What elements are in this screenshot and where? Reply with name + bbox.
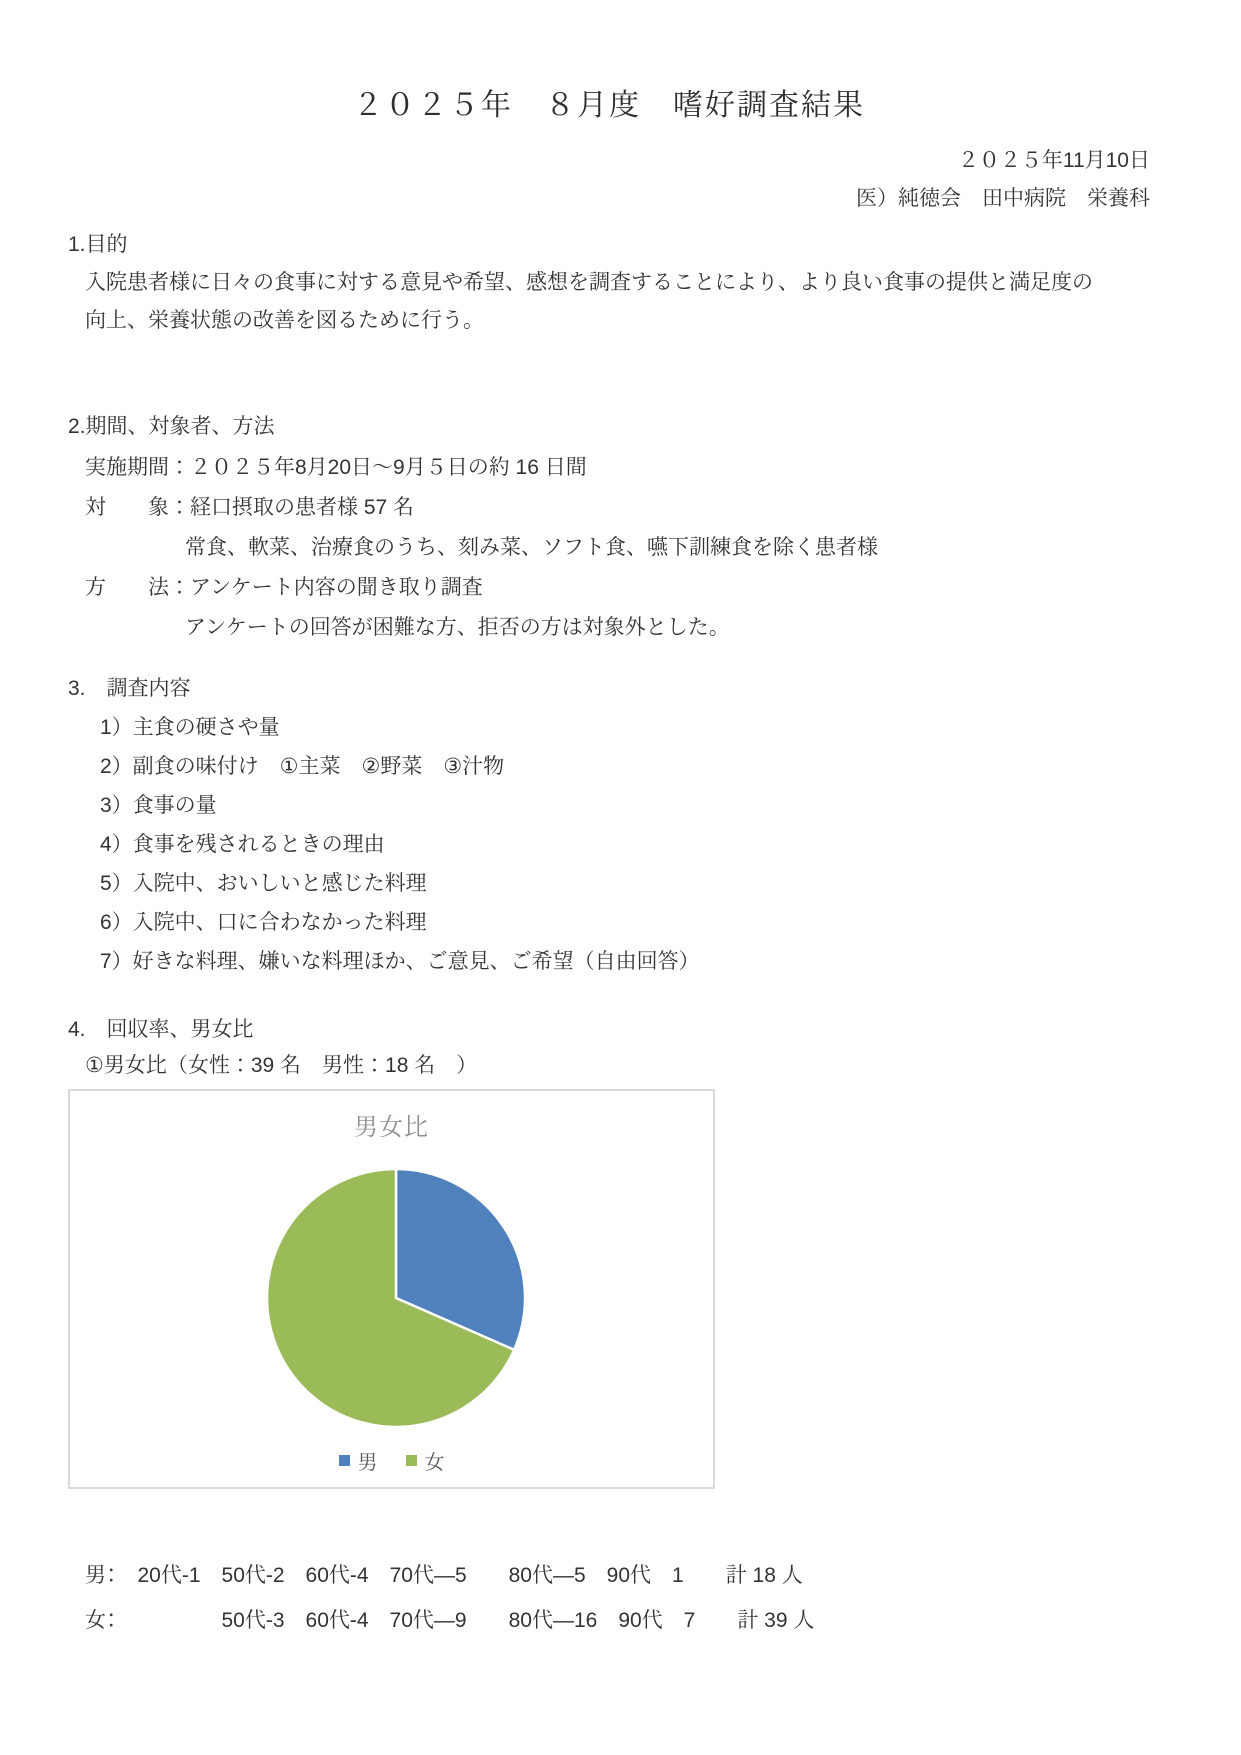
summary-male-line: 男： 20代-1 50代-2 60代-4 70代―5 80代―5 90代 1 計 18 人	[85, 1564, 803, 1587]
section-survey-heading: 3. 調査内容	[68, 677, 191, 700]
method-line-target: 対 象：経口摂取の患者様 57 名	[85, 496, 415, 519]
method-line-way-note: アンケートの回答が困難な方、拒否の方は対象外とした。	[185, 616, 730, 639]
survey-item-5: 5）入院中、おいしいと感じた料理	[100, 872, 427, 895]
section-purpose-heading: 1.目的	[68, 233, 128, 256]
pie-chart	[70, 1091, 713, 1487]
method-line-period: 実施期間：２０２５年8月20日～9月５日の約 16 日間	[85, 456, 587, 479]
section-results-heading: 4. 回収率、男女比	[68, 1018, 254, 1041]
gender-ratio-chart	[68, 1089, 715, 1489]
legend-label-female: 女	[424, 1452, 445, 1474]
section-method-heading: 2.期間、対象者、方法	[68, 415, 275, 438]
survey-item-7: 7）好きな料理、嫌いな料理ほか、ご意見、ご希望（自由回答）	[100, 950, 700, 973]
survey-item-2: 2）副食の味付け ①主菜 ②野菜 ③汁物	[100, 755, 505, 778]
method-line-way: 方 法：アンケート内容の聞き取り調査	[85, 576, 483, 599]
age-summary	[68, 1553, 1150, 1643]
legend-label-male: 男	[357, 1452, 378, 1474]
survey-item-3: 3）食事の量	[100, 794, 217, 817]
survey-item-6: 6）入院中、口に合わなかった料理	[100, 911, 427, 934]
section-method-body	[68, 448, 1150, 648]
legend-swatch-female-icon	[406, 1455, 417, 1466]
legend-item-male	[339, 1446, 378, 1475]
survey-item-1: 1）主食の硬さや量	[100, 716, 280, 739]
method-line-target-note: 常食、軟菜、治療食のうち、刻み菜、ソフト食、嚥下訓練食を除く患者様	[185, 536, 878, 559]
doc-organization: 医）純徳会 田中病院 栄養科	[856, 187, 1150, 210]
purpose-line: 入院患者様に日々の食事に対する意見や希望、感想を調査することにより、より良い食事の提供と満足度の	[85, 271, 1093, 294]
summary-female-line: 女： 50代-3 60代-4 70代―9 80代―16 90代 7 計 39 人	[85, 1609, 815, 1632]
purpose-line: 向上、栄養状態の改善を図るために行う。	[85, 309, 484, 332]
section-survey-items	[68, 708, 1150, 981]
chart-legend	[70, 1446, 713, 1475]
results-subheading: ①男女比（女性：39 名 男性：18 名 ）	[85, 1054, 478, 1077]
section-purpose-body	[68, 264, 1150, 340]
doc-title: ２０２５年 ８月度 嗜好調査結果	[353, 89, 865, 122]
legend-swatch-male-icon	[339, 1455, 350, 1466]
doc-date: ２０２５年11月10日	[957, 149, 1150, 172]
chart-title: 男女比	[354, 1114, 429, 1141]
survey-item-4: 4）食事を残されるときの理由	[100, 833, 385, 856]
legend-item-female	[406, 1446, 445, 1475]
